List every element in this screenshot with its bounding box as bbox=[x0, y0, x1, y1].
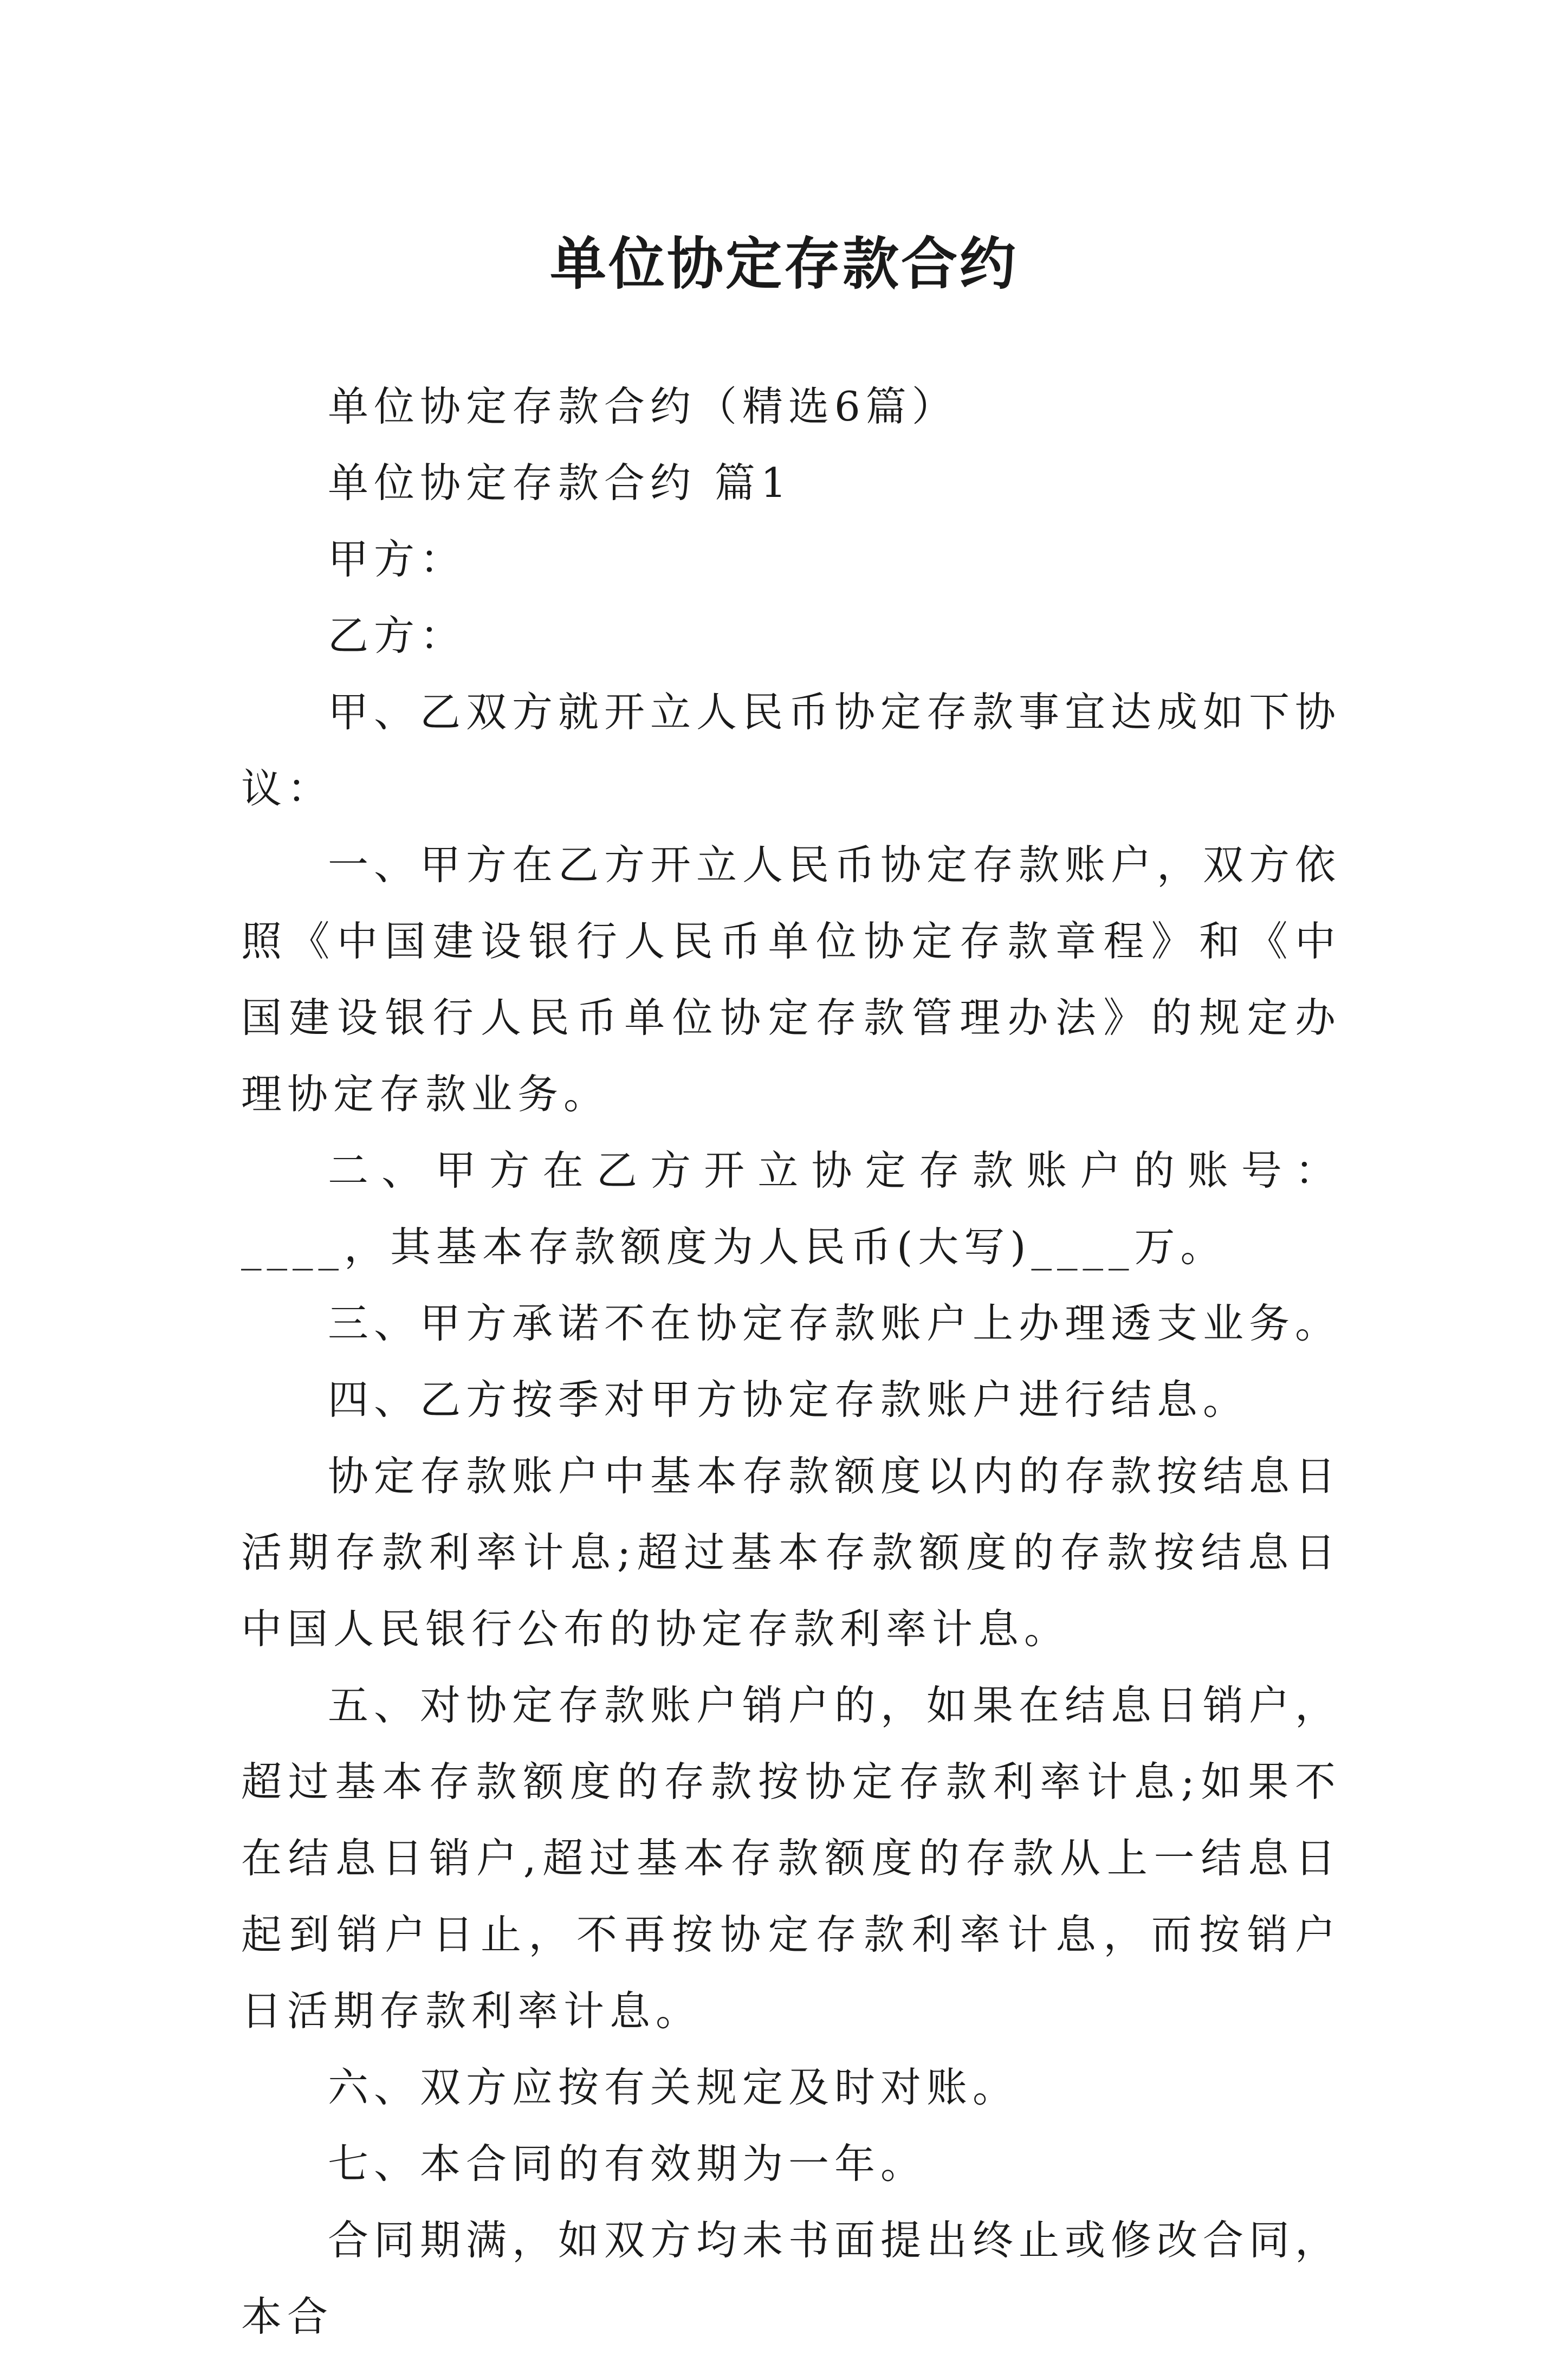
paragraph-party-a: 甲方： bbox=[328, 535, 466, 583]
document-body bbox=[241, 368, 1341, 2355]
paragraph-clause-3: 三、甲方承诺不在协定存款账户上办理透支业务。 bbox=[328, 1299, 1342, 1347]
paragraph-party-b: 乙方： bbox=[328, 612, 466, 659]
paragraph-clause-4: 四、乙方按季对甲方协定存款账户进行结息。 bbox=[328, 1376, 1249, 1424]
paragraph-clause-2: 二、甲方在乙方开立协定存款账户的账号：____，其基本存款额度为人民币(大写)____万。 bbox=[241, 1147, 1341, 1271]
paragraph-section-heading: 单位协定存款合约 篇1 bbox=[328, 459, 792, 507]
paragraph-clause-1: 一、甲方在乙方开立人民币协定存款账户，双方依照《中国建设银行人民币单位协定存款章程》和《中国建设银行人民币单位协定存款管理办法》的规定办理协定存款业务。 bbox=[241, 841, 1342, 1118]
paragraph-clause-7-detail: 合同期满，如双方均未书面提出终止或修改合同，本合 bbox=[241, 2216, 1342, 2340]
paragraph-clause-4-detail: 协定存款账户中基本存款额度以内的存款按结息日活期存款利率计息;超过基本存款额度的存款按结息日中国人民银行公布的协定存款利率计息。 bbox=[241, 1452, 1342, 1653]
paragraph-subtitle: 单位协定存款合约（精选6篇） bbox=[328, 383, 958, 430]
paragraph-clause-6: 六、双方应按有关规定及时对账。 bbox=[328, 2063, 1019, 2111]
paragraph-agreement-intro: 甲、乙双方就开立人民币协定存款事宜达成如下协议： bbox=[241, 688, 1342, 812]
paragraph-clause-5: 五、对协定存款账户销户的，如果在结息日销户，超过基本存款额度的存款按协定存款利率计息;如果不在结息日销户,超过基本存款额度的存款从上一结息日起到销户日止，不再按协定存款利率计息，而按销户日活期存款利率计息。 bbox=[241, 1681, 1342, 2035]
paragraph-clause-7: 七、本合同的有效期为一年。 bbox=[328, 2140, 927, 2188]
document-title: 单位协定存款合约 bbox=[549, 230, 1018, 297]
